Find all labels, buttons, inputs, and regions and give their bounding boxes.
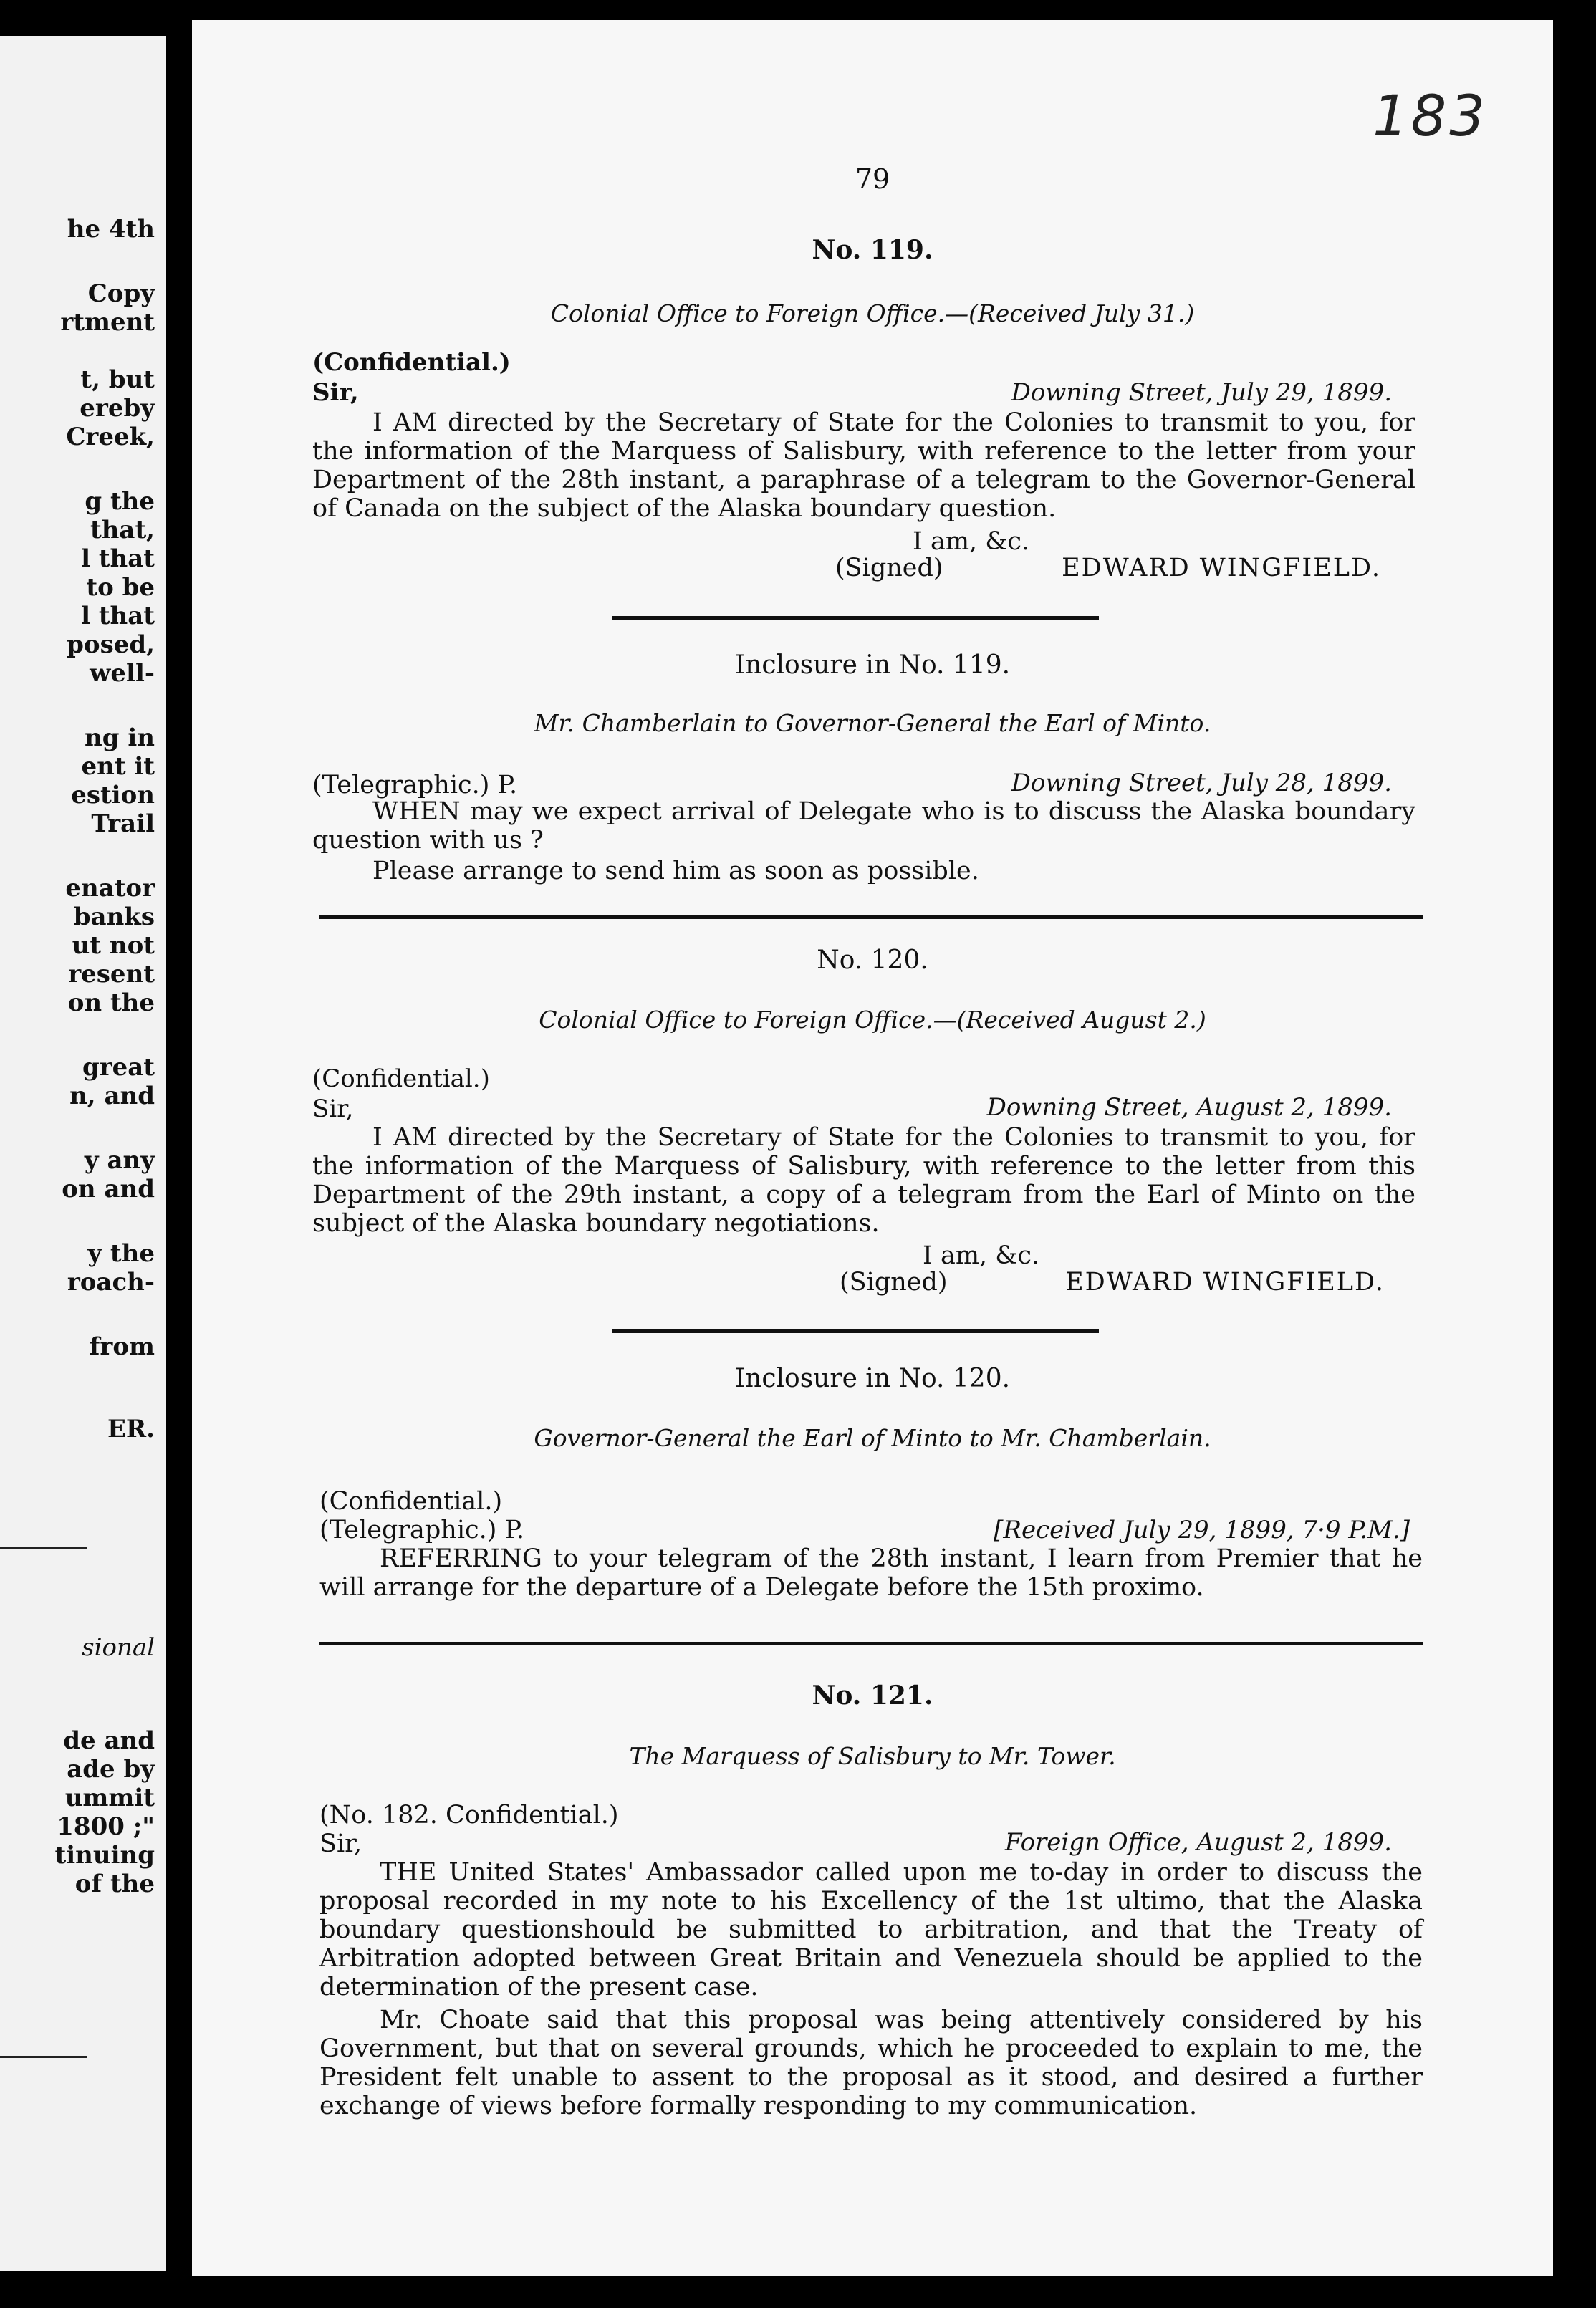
inclosure-heading: Governor-General the Earl of Minto to Mr. Chamberlain.	[534, 1424, 1211, 1452]
left-fragment: Copy	[87, 279, 155, 308]
left-fragment: banks	[73, 903, 155, 931]
left-rule	[0, 2056, 87, 2058]
confidential-label: (No. 182. Confidential.)	[319, 1801, 619, 1829]
left-fragment: Creek,	[66, 423, 155, 451]
signed-label: (Signed)	[840, 1268, 948, 1297]
page-number: 79	[855, 163, 890, 195]
letter-body	[312, 1123, 1415, 1238]
section-heading: The Marquess of Salisbury to Mr. Tower.	[629, 1742, 1116, 1770]
left-fragment: resent	[68, 960, 155, 989]
dateline: Downing Street, July 28, 1899.	[1011, 769, 1392, 797]
handwritten-folio-number: 183	[1373, 85, 1488, 149]
left-fragment: n, and	[69, 1082, 155, 1110]
left-fragment: ut not	[72, 931, 155, 960]
left-fragment: sional	[82, 1633, 155, 1662]
telegraphic-label: (Telegraphic.) P.	[319, 1516, 525, 1544]
telegram-text: WHEN may we expect arrival of Delegate who is to discuss the Alaska boundary question with us ?	[312, 797, 1415, 855]
facing-page-fragment	[0, 36, 166, 2271]
left-fragment: ER.	[107, 1415, 155, 1443]
left-fragment: l that	[81, 544, 155, 573]
confidential-label: (Confidential.)	[319, 1487, 503, 1516]
left-fragment: estion	[71, 781, 155, 809]
left-fragment: to be	[86, 573, 155, 602]
left-fragment: posed,	[67, 630, 155, 659]
signed-label: (Signed)	[835, 554, 943, 582]
letter-body-text: I AM directed by the Secretary of State for the Colonies to transmit to you, for the information of the Marquess of Salisbury, with reference to the letter from your Department of the 28th instant, a paraphrase of a telegram to the Governor-General of Canada on the subject of the Alaska boundary question.	[312, 408, 1415, 523]
section-heading: Colonial Office to Foreign Office.—(Received July 31.)	[550, 299, 1195, 327]
salutation: Sir,	[319, 1829, 362, 1858]
section-divider	[319, 915, 1423, 919]
left-fragment: y the	[87, 1239, 155, 1268]
left-fragment: tinuing	[54, 1841, 155, 1870]
left-fragment: ereby	[80, 394, 155, 423]
left-fragment: Trail	[91, 809, 155, 838]
confidential-label: (Confidential.)	[312, 1064, 490, 1093]
left-fragment: from	[89, 1332, 155, 1361]
section-heading: Colonial Office to Foreign Office.—(Received August 2.)	[539, 1006, 1206, 1034]
dateline: Foreign Office, August 2, 1899.	[1004, 1828, 1392, 1857]
left-fragment: rtment	[60, 308, 155, 337]
confidential-label: (Confidential.)	[312, 348, 511, 377]
left-fragment: l that	[81, 602, 155, 630]
left-fragment: of the	[74, 1870, 155, 1898]
signatory: EDWARD WINGFIELD.	[1062, 554, 1381, 582]
left-fragment: t, but	[80, 365, 155, 394]
left-fragment: ade by	[67, 1755, 155, 1784]
telegram-body	[319, 1544, 1423, 1602]
closing: I am, &c.	[923, 1241, 1040, 1270]
received-note: [Received July 29, 1899, 7·9 P.M.]	[994, 1516, 1410, 1544]
letter-body	[319, 2006, 1423, 2120]
left-fragment: y any	[84, 1146, 155, 1175]
inclosure-heading: Mr. Chamberlain to Governor-General the Earl of Minto.	[534, 709, 1211, 737]
left-fragment: 1800 ;"	[57, 1812, 155, 1841]
telegram-text: Please arrange to send him as soon as possible.	[372, 857, 979, 885]
section-number: No. 119.	[812, 235, 933, 265]
left-rule	[0, 1547, 87, 1549]
salutation: Sir,	[312, 378, 359, 407]
left-fragment: g the	[85, 487, 155, 516]
dateline: Downing Street, August 2, 1899.	[986, 1093, 1392, 1122]
letter-body	[312, 408, 1415, 523]
left-fragment: ent it	[81, 752, 155, 781]
section-number: No. 121.	[812, 1680, 933, 1711]
left-fragment: enator	[65, 874, 155, 903]
telegram-body	[312, 797, 1415, 855]
section-divider	[612, 1329, 1099, 1333]
left-fragment: well-	[90, 659, 155, 688]
section-divider	[612, 616, 1099, 620]
closing: I am, &c.	[913, 527, 1030, 556]
telegram-text: REFERRING to your telegram of the 28th instant, I learn from Premier that he will arrange for the departure of a Delegate before the 15th proximo.	[319, 1544, 1423, 1602]
dateline: Downing Street, July 29, 1899.	[1011, 378, 1392, 407]
left-fragment: ummit	[64, 1784, 155, 1812]
inclosure-title: Inclosure in No. 119.	[734, 650, 1011, 680]
left-fragment: great	[82, 1053, 155, 1082]
letter-body-text: THE United States' Ambassador called upon me to-day in order to discuss the proposal recorded in my note to his Excellency of the 1st ultimo, that the Alaska boundary questionshould be submitted to arbitration, and that the Treaty of Arbitration adopted between Great Britain and Venezuela should be applied to the determination of the present case.	[319, 1858, 1423, 2001]
document-page	[192, 20, 1553, 2276]
letter-body	[319, 1858, 1423, 2001]
section-number: No. 120.	[817, 946, 928, 975]
letter-body-text: I AM directed by the Secretary of State for the Colonies to transmit to you, for the information of the Marquess of Salisbury, with reference to the letter from this Department of the 29th instant, a copy of a telegram from the Earl of Minto on the subject of the Alaska boundary negotiations.	[312, 1123, 1415, 1238]
left-fragment: on the	[67, 989, 155, 1017]
left-fragment: ng in	[85, 723, 155, 752]
left-fragment: that,	[90, 516, 155, 544]
left-fragment: on and	[62, 1175, 155, 1203]
telegram-body	[312, 857, 1415, 885]
telegraphic-label: (Telegraphic.) P.	[312, 771, 518, 799]
letter-body-text: Mr. Choate said that this proposal was being attentively considered by his Government, but that on several grounds, which he proceeded to explain to me, the President felt unable to assent to the proposal as it stood, and desired a further exchange of views before formally responding to my communication.	[319, 2006, 1423, 2120]
inclosure-title: Inclosure in No. 120.	[734, 1364, 1011, 1393]
left-fragment: roach-	[67, 1268, 155, 1297]
left-fragment: he 4th	[67, 215, 155, 244]
salutation: Sir,	[312, 1095, 354, 1123]
left-fragment: de and	[63, 1726, 155, 1755]
signatory: EDWARD WINGFIELD.	[1065, 1268, 1385, 1297]
section-divider	[319, 1642, 1423, 1645]
